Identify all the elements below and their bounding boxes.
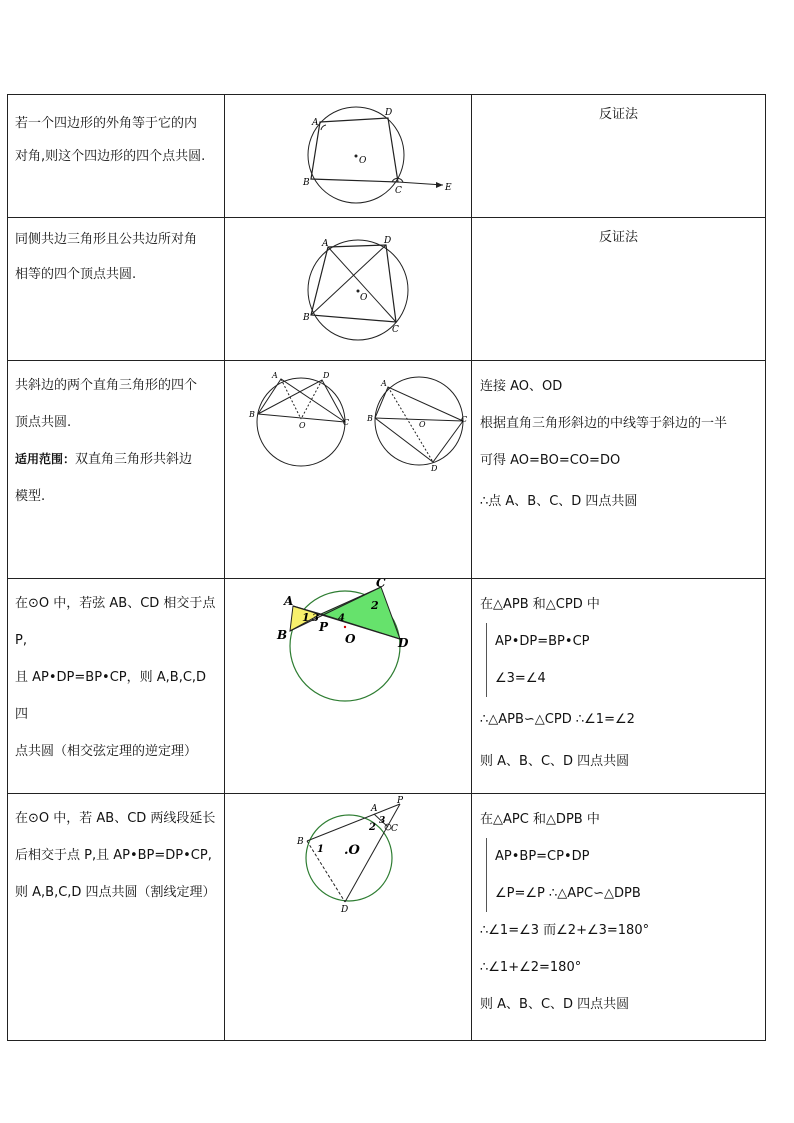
label-D: D [384, 236, 392, 246]
condition-brace [486, 838, 759, 912]
angle-2: 2 [369, 822, 376, 833]
method-cell [472, 95, 766, 218]
angle-4: 4 [338, 613, 345, 624]
quadrilateral [311, 118, 398, 182]
label-O: .O [344, 843, 360, 858]
quadrilateral [311, 245, 396, 322]
theorem-line: 后相交于点 P,且 AP•BP=DP•CP, [15, 848, 212, 863]
label-C: C [392, 325, 399, 335]
theorem-cell [8, 579, 225, 794]
label-A: A [371, 804, 378, 814]
label-A: A [322, 239, 329, 249]
label-E: E [445, 183, 452, 193]
proof-line: 则 A、B、C、D 四点共圆 [480, 754, 630, 769]
table-row [8, 794, 766, 1041]
label-D: D [431, 464, 438, 473]
label-D: D [385, 108, 393, 118]
proof-line: 在△APC 和△DPB 中 [480, 812, 600, 827]
label-O: O [299, 421, 306, 430]
scope-label: 适用范围： [15, 452, 76, 466]
proof-line: ∴∠1+∠2=180° [480, 960, 582, 975]
angle-mark [321, 125, 326, 130]
theorem-line: 在⊙O 中，若 AB、CD 两线段延长 [15, 811, 216, 826]
label-O: O [419, 420, 426, 429]
proof-line: 可得 AO=BO=CO=DO [480, 453, 621, 468]
theorem-line: 对角,则这个四边形的四个点共圆. [15, 149, 206, 164]
proof-cell [472, 361, 766, 579]
median-dashed [388, 387, 433, 462]
proof-line: AP•BP=CP•DP [495, 849, 590, 864]
theorem-cell [8, 95, 225, 218]
label-B: B [303, 178, 310, 188]
proof-line: 则 A、B、C、D 四点共圆 [480, 997, 630, 1012]
center-point [344, 626, 346, 628]
proof-line: AP•DP=BP•CP [495, 634, 590, 649]
diagonal [328, 247, 396, 322]
proof-line: ∴△APB∽△CPD ∴∠1=∠2 [480, 712, 635, 727]
label-C: C [343, 418, 350, 427]
label-A: A [312, 118, 319, 128]
proof-line: 在△APB 和△CPD 中 [480, 597, 600, 612]
same-side-triangles-figure [225, 218, 471, 356]
table-row [8, 95, 766, 218]
method-text: 反证法 [598, 107, 638, 122]
method-cell [472, 218, 766, 361]
figure-cell [225, 794, 472, 1041]
figure-cell [225, 361, 472, 579]
proof-cell [472, 579, 766, 794]
label-C: C [395, 186, 402, 196]
label-A: A [381, 379, 387, 388]
label-D: D [341, 905, 349, 915]
proof-line: ∠P=∠P ∴△APC∽△DPB [495, 886, 641, 901]
proof-line: ∠3=∠4 [495, 671, 546, 686]
table-row [8, 579, 766, 794]
cyclic-quad-exterior-angle-figure [225, 95, 471, 213]
theorem-line: 共斜边的两个直角三角形的四个 [15, 378, 198, 393]
angle-1: 1 [302, 611, 310, 624]
label-B: B [303, 313, 310, 323]
theorem-cell [8, 794, 225, 1041]
proof-line: ∴点 A、B、C、D 四点共圆 [480, 494, 638, 509]
circle [306, 815, 392, 901]
angle-3: 3 [312, 613, 319, 624]
condition-brace [486, 623, 759, 697]
theorem-line: 相等的四个顶点共圆. [15, 267, 137, 282]
theorem-line: 若一个四边形的外角等于它的内 [15, 116, 198, 131]
label-B: B [249, 410, 255, 419]
figure-cell [225, 579, 472, 794]
theorem-line: 且 AP•DP=BP•CP，则 A,B,C,D 四 [15, 670, 207, 722]
angle-1: 1 [317, 844, 324, 855]
secant-figure [225, 794, 471, 1036]
right-triangles-figures [225, 361, 471, 574]
theorem-table [7, 94, 766, 1041]
label-O: O [359, 156, 367, 166]
proof-line: ∴∠1=∠3 而∠2+∠3=180° [480, 923, 650, 938]
label-B: B [297, 837, 304, 847]
intersecting-chords-figure [225, 579, 471, 789]
label-C: C [376, 579, 386, 590]
proof-cell [472, 794, 766, 1041]
scope-tail: 模型. [15, 489, 46, 504]
theorem-cell [8, 218, 225, 361]
figure-cell [225, 95, 472, 218]
angle-2: 2 [371, 599, 379, 612]
theorem-cell [8, 361, 225, 579]
theorem-line: 点共圆（相交弦定理的逆定理） [15, 744, 198, 759]
table-row [8, 361, 766, 579]
arrow-head [436, 182, 443, 188]
scope-text: 双直角三角形共斜边 [75, 452, 193, 467]
median-dashed [281, 379, 301, 419]
triangle-CPD [321, 587, 400, 639]
theorem-line: 同侧共边三角形且公共边所对角 [15, 232, 198, 247]
label-P: P [319, 620, 329, 634]
label-A: A [284, 594, 294, 608]
label-D: D [398, 636, 409, 650]
label-B: B [367, 414, 373, 423]
theorem-line: 则 A,B,C,D 四点共圆（割线定理） [15, 885, 216, 900]
segment-BD [307, 841, 345, 902]
center-point [355, 155, 358, 158]
label-B: B [277, 628, 288, 642]
label-C: C [391, 824, 398, 834]
proof-line: 根据直角三角形斜边的中线等于斜边的一半 [480, 416, 728, 431]
table-row [8, 218, 766, 361]
proof-line: 连接 AO、OD [480, 379, 563, 394]
label-P: P [397, 796, 404, 806]
label-C: C [461, 415, 468, 424]
label-A: A [272, 371, 278, 380]
theorem-line: 在⊙O 中，若弦 AB、CD 相交于点 P, [15, 596, 216, 648]
method-text: 反证法 [598, 230, 638, 245]
angle-3: 3 [379, 816, 386, 826]
theorem-line: 顶点共圆. [15, 415, 72, 430]
label-D: D [323, 371, 330, 380]
label-O: O [345, 632, 356, 646]
figure-cell [225, 218, 472, 361]
label-O: O [360, 293, 368, 303]
scope-line [15, 441, 220, 478]
